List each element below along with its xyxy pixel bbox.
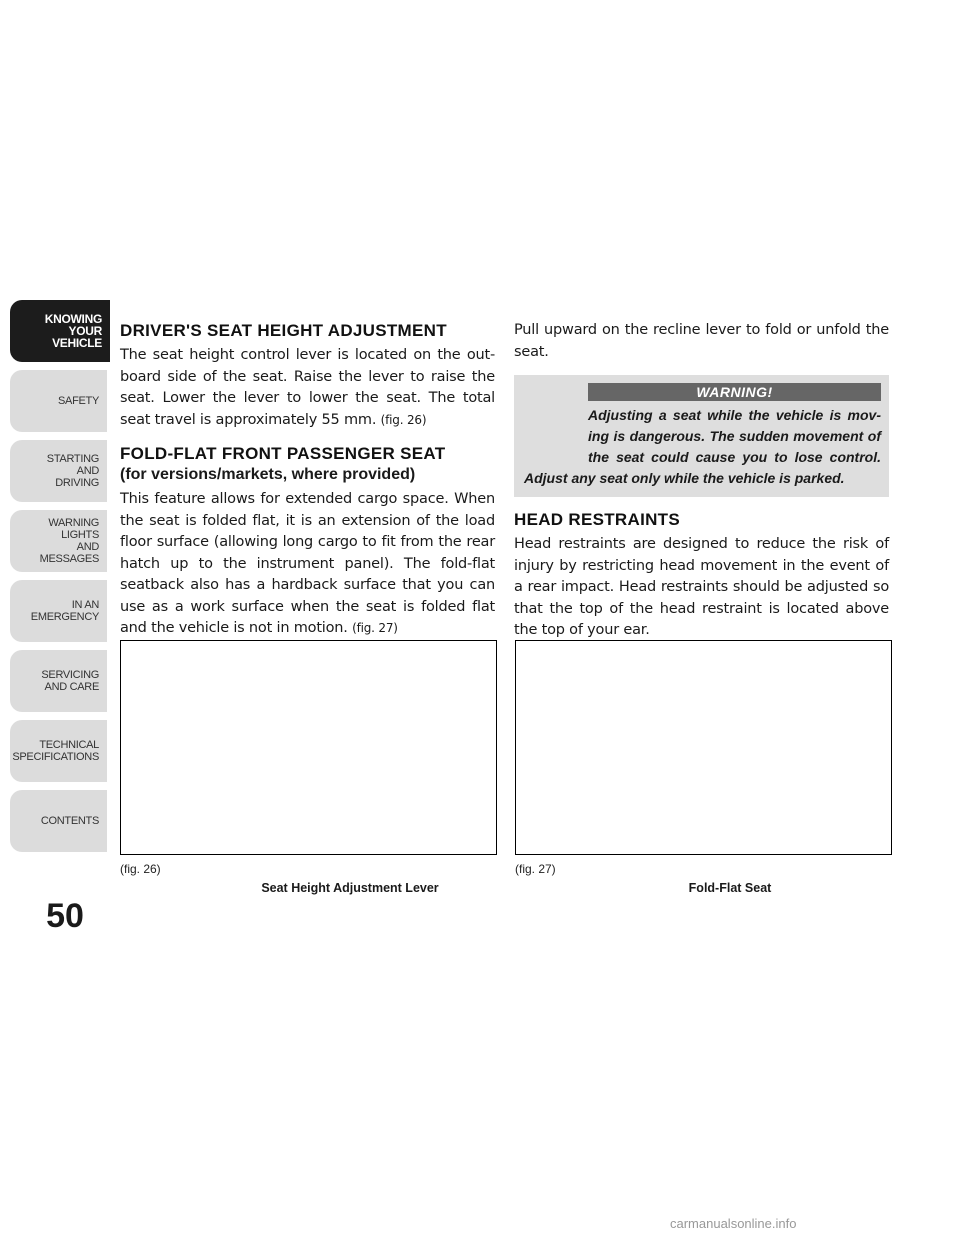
paragraph-fold-flat bbox=[120, 489, 495, 640]
paragraph-seat-height bbox=[120, 345, 495, 431]
paragraph-fold-flat-text: This feature allows for extended cargo space. When the seat is folded flat, it is an extension of the load floor surface (allowing long cargo to fit from the rear hatch up to the instrument panel). The fold-flat seatback also has a hardback surface that you can use as a work surface when the seat is folded flat and the vehicle is not in motion. bbox=[120, 491, 495, 636]
paragraph-seat-height-text: The seat height control lever is located on the out-board side of the seat. Raise the lever to raise the seat. Lower the lever to lower the seat. The total seat travel is approximately 55 mm. bbox=[120, 347, 495, 428]
warning-indent bbox=[524, 405, 588, 451]
paragraph-head-restraints: Head restraints are designed to reduce the risk of injury by restricting head movement in the event of a rear impact. Head restraints should be adjusted so that the top of the head restraint is located above the top of your ear. bbox=[514, 536, 889, 638]
figure-27-label: (fig. 27) bbox=[515, 862, 556, 876]
figure-27-image bbox=[515, 640, 892, 855]
tab-safety[interactable]: SAFETY bbox=[10, 370, 107, 432]
heading-head-restraints: HEAD RESTRAINTS bbox=[514, 510, 681, 529]
page-number: 50 bbox=[46, 897, 84, 935]
left-column bbox=[120, 320, 495, 652]
tab-technical-specifications[interactable]: TECHNICAL SPECIFICATIONS bbox=[10, 720, 107, 782]
warning-title: WARNING! bbox=[588, 383, 881, 401]
figure-26-caption: Seat Height Adjustment Lever bbox=[261, 881, 439, 895]
tab-contents[interactable]: CONTENTS bbox=[10, 790, 107, 852]
tab-warning-lights-and-messages[interactable]: WARNING LIGHTS AND MESSAGES bbox=[10, 510, 107, 572]
heading-fold-flat-sub: (for versions/markets, where provided) bbox=[120, 466, 416, 483]
tab-in-an-emergency[interactable]: IN AN EMERGENCY bbox=[10, 580, 107, 642]
figure-27-caption: Fold-Flat Seat bbox=[688, 881, 772, 895]
tab-starting-and-driving[interactable]: STARTING AND DRIVING bbox=[10, 440, 107, 502]
warning-text: Adjusting a seat while the vehicle is mov-ing is dangerous. The sudden movement of the seat could cause you to lose control. Adjust any seat only while the vehicle is parked. bbox=[524, 407, 881, 486]
paragraph-recline: Pull upward on the recline lever to fold or unfold the seat. bbox=[514, 322, 889, 360]
heading-fold-flat: FOLD-FLAT FRONT PASSENGER SEAT bbox=[120, 444, 446, 463]
figure-26-image bbox=[120, 640, 497, 855]
heading-seat-height: DRIVER'S SEAT HEIGHT ADJUSTMENT bbox=[120, 321, 447, 340]
right-column bbox=[514, 320, 889, 654]
tab-knowing-your-vehicle[interactable]: KNOWING YOUR VEHICLE bbox=[10, 300, 110, 362]
tab-servicing-and-care[interactable]: SERVICING AND CARE bbox=[10, 650, 107, 712]
watermark-url: carmanualsonline.info bbox=[670, 1216, 797, 1231]
figure-26-label: (fig. 26) bbox=[120, 862, 161, 876]
figure-ref-27[interactable]: (fig. 27) bbox=[352, 621, 398, 635]
figure-ref-26[interactable]: (fig. 26) bbox=[380, 412, 427, 427]
warning-box bbox=[514, 375, 889, 497]
